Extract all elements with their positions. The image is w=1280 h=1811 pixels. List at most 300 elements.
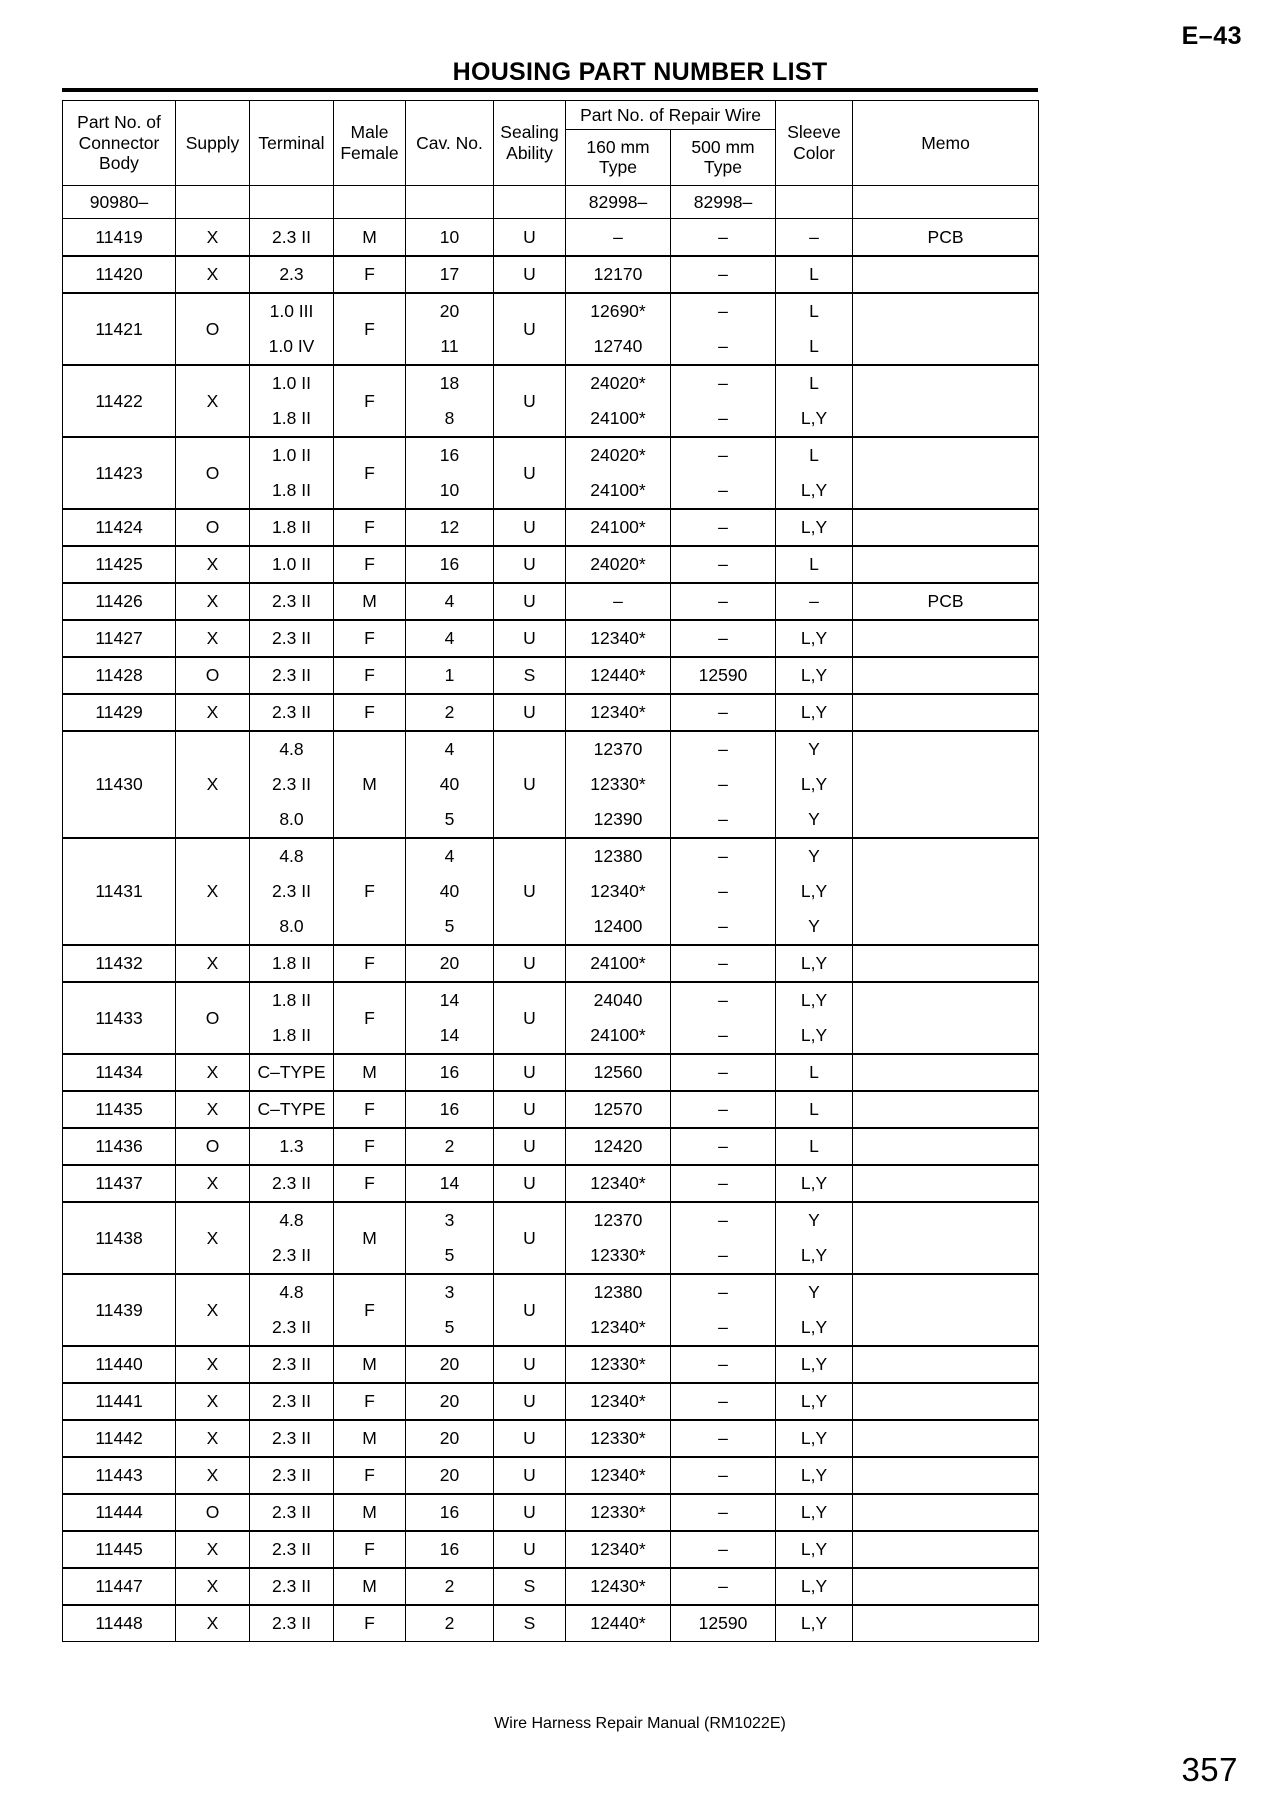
- cell-memo: [853, 620, 1039, 657]
- cell-sleeve-color: [776, 657, 853, 694]
- cell-male-female: F: [334, 1128, 406, 1165]
- cell-sealing-ability: U: [494, 982, 566, 1054]
- cell-memo: [853, 1420, 1039, 1457]
- cell-part-no: 11424: [63, 509, 176, 546]
- cell-repair-500-line: –: [718, 1502, 728, 1522]
- cell-sleeve-color-line: L,Y: [800, 702, 828, 722]
- cell-supply: X: [176, 731, 250, 838]
- cell-sealing-ability: U: [494, 1165, 566, 1202]
- cell-repair-500-line: –: [718, 1025, 728, 1045]
- cell-supply: O: [176, 982, 250, 1054]
- cell-repair-500-line: –: [718, 554, 728, 574]
- cell-sleeve-color-line: L: [809, 554, 819, 574]
- cell-repair-160: [566, 694, 671, 731]
- cell-repair-160-line: 12330*: [590, 1502, 646, 1522]
- col-female: Female: [340, 143, 399, 163]
- cell-cav-no: [406, 509, 494, 546]
- cell-repair-500-line: –: [718, 1136, 728, 1156]
- cell-part-no: 11447: [63, 1568, 176, 1605]
- col-160mm-type: [566, 129, 671, 185]
- cell-cav-no: [406, 1274, 494, 1346]
- table-row: [63, 1274, 1039, 1346]
- cell-supply: O: [176, 657, 250, 694]
- cell-sealing-ability: S: [494, 657, 566, 694]
- cell-repair-160-line: 12340*: [590, 1317, 646, 1337]
- cell-terminal-line: 2.3 II: [272, 1613, 311, 1633]
- cell-cav-no-line: 2: [444, 1576, 455, 1596]
- cell-sleeve-color-line: L,Y: [800, 628, 828, 648]
- cell-repair-500: [671, 546, 776, 583]
- cell-terminal-line: 1.0 II: [272, 373, 311, 393]
- cell-cav-no: [406, 1605, 494, 1642]
- cell-terminal: [250, 186, 334, 219]
- cell-repair-160: [566, 1202, 671, 1274]
- cell-sealing-ability: U: [494, 1202, 566, 1274]
- cell-repair-500-line: –: [718, 702, 728, 722]
- cell-sealing-ability: S: [494, 1605, 566, 1642]
- cell-repair-160-line: –: [613, 226, 623, 247]
- table-row: [63, 293, 1039, 365]
- cell-supply: X: [176, 1202, 250, 1274]
- cell-terminal-line: 4.8: [279, 739, 304, 759]
- cell-repair-160: [566, 256, 671, 293]
- cell-terminal-line: 1.8 II: [272, 480, 311, 500]
- cell-repair-500-line: –: [718, 373, 728, 393]
- cell-supply: X: [176, 546, 250, 583]
- col-part-line3: Body: [99, 153, 139, 174]
- table-row: [63, 509, 1039, 546]
- cell-repair-160-line: 12330*: [590, 1354, 646, 1374]
- cell-cav-no-line: 18: [439, 373, 460, 393]
- cell-cav-no: [406, 694, 494, 731]
- cell-terminal: [250, 620, 334, 657]
- cell-repair-160: [566, 1091, 671, 1128]
- cell-repair-500-line: –: [718, 591, 728, 611]
- cell-sleeve-color: [776, 1202, 853, 1274]
- col-sealing: Sealing: [500, 122, 559, 143]
- cell-terminal: [250, 219, 334, 257]
- page-number: 357: [1181, 1751, 1238, 1788]
- cell-repair-160-line: 12340*: [590, 628, 646, 648]
- cell-repair-500-line: –: [718, 1282, 728, 1302]
- cell-sleeve-color-line: L,Y: [800, 1354, 828, 1374]
- cell-sealing-ability: U: [494, 583, 566, 620]
- cell-cav-no: [406, 1128, 494, 1165]
- cell-repair-160: [566, 620, 671, 657]
- cell-repair-500-prefix: 82998–: [671, 186, 776, 219]
- cell-repair-160-line: 12380: [593, 846, 643, 866]
- cell-cav-no: [406, 1165, 494, 1202]
- cell-repair-160-line: 24100*: [590, 480, 646, 500]
- cell-cav-no: [406, 1420, 494, 1457]
- cell-cav-no-line: 2: [444, 702, 455, 722]
- cell-memo: [853, 186, 1039, 219]
- cell-repair-500-line: –: [718, 1210, 728, 1230]
- cell-terminal-line: 4.8: [279, 1210, 304, 1230]
- cell-repair-160-prefix: 82998–: [566, 186, 671, 219]
- cell-repair-160-line: 12340*: [590, 881, 646, 901]
- cell-repair-500: [671, 1346, 776, 1383]
- cell-repair-160: [566, 731, 671, 838]
- cell-terminal: [250, 365, 334, 437]
- cell-repair-160-line: 24020*: [590, 373, 646, 393]
- cell-sealing-ability: U: [494, 1128, 566, 1165]
- cell-cav-no-line: 16: [439, 1062, 460, 1082]
- cell-repair-160: [566, 982, 671, 1054]
- cell-cav-no-line: 10: [439, 226, 460, 247]
- cell-cav-no-line: 3: [444, 1210, 455, 1230]
- cell-sealing-ability: U: [494, 1091, 566, 1128]
- cell-repair-160: [566, 1494, 671, 1531]
- cell-male-female: F: [334, 982, 406, 1054]
- table-row: [63, 546, 1039, 583]
- cell-terminal-line: 2.3 II: [272, 1576, 311, 1596]
- col-part-line1: Part No. of: [77, 112, 161, 133]
- cell-male-female: F: [334, 1457, 406, 1494]
- cell-repair-500: [671, 1202, 776, 1274]
- cell-male-female: F: [334, 694, 406, 731]
- cell-repair-500-line: –: [718, 1245, 728, 1265]
- cell-memo: [853, 945, 1039, 982]
- cell-repair-160: [566, 1165, 671, 1202]
- cell-repair-500: [671, 437, 776, 509]
- cell-part-no: 11437: [63, 1165, 176, 1202]
- cell-male-female: F: [334, 509, 406, 546]
- cell-part-no: 11439: [63, 1274, 176, 1346]
- cell-repair-500: [671, 620, 776, 657]
- cell-part-no: 11431: [63, 838, 176, 945]
- cell-sleeve-color: [776, 186, 853, 219]
- cell-terminal-line: 2.3 II: [272, 591, 311, 611]
- cell-repair-160-line: 12330*: [590, 1245, 646, 1265]
- cell-cav-no-line: 20: [439, 953, 460, 973]
- cell-repair-500: [671, 1420, 776, 1457]
- cell-repair-160: [566, 1346, 671, 1383]
- cell-sleeve-color-line: L,Y: [800, 1025, 828, 1045]
- cell-cav-no-line: 4: [444, 846, 455, 866]
- cell-repair-500: [671, 1091, 776, 1128]
- cell-repair-160: [566, 657, 671, 694]
- cell-sealing-ability: U: [494, 546, 566, 583]
- cell-terminal-line: 2.3 II: [272, 665, 311, 685]
- cell-supply: X: [176, 1054, 250, 1091]
- cell-sleeve-color: [776, 1568, 853, 1605]
- cell-terminal-line: 2.3 II: [272, 1245, 311, 1265]
- cell-repair-500-line: –: [718, 1576, 728, 1596]
- cell-repair-160-line: 12440*: [590, 665, 646, 685]
- cell-cav-no: [406, 186, 494, 219]
- cell-terminal-line: 2.3 II: [272, 1391, 311, 1411]
- cell-part-no: 11422: [63, 365, 176, 437]
- col-sleeve: Sleeve: [787, 122, 841, 143]
- cell-repair-500: [671, 731, 776, 838]
- cell-cav-no-line: 40: [439, 881, 460, 901]
- cell-repair-160-line: 12390: [593, 809, 643, 829]
- cell-repair-160: [566, 838, 671, 945]
- cell-sleeve-color: [776, 546, 853, 583]
- cell-memo: [853, 838, 1039, 945]
- cell-part-no: 11430: [63, 731, 176, 838]
- cell-repair-160-line: 12560: [593, 1062, 643, 1082]
- cell-repair-500-line: –: [718, 336, 728, 356]
- cell-cav-no-line: 20: [439, 1465, 460, 1485]
- cell-terminal-line: 1.3: [279, 1136, 304, 1156]
- cell-part-no: 11436: [63, 1128, 176, 1165]
- cell-memo: [853, 1346, 1039, 1383]
- cell-sleeve-color: [776, 945, 853, 982]
- cell-repair-500-line: –: [718, 1317, 728, 1337]
- cell-terminal: [250, 1531, 334, 1568]
- table-row: [63, 1457, 1039, 1494]
- housing-part-number-table-wrap: [62, 100, 1038, 1642]
- cell-terminal: [250, 838, 334, 945]
- cell-cav-no-line: 4: [444, 628, 455, 648]
- cell-male-female: F: [334, 256, 406, 293]
- cell-supply: X: [176, 1568, 250, 1605]
- cell-repair-500: [671, 1054, 776, 1091]
- cell-part-no: 11425: [63, 546, 176, 583]
- cell-part-no: 11420: [63, 256, 176, 293]
- cell-cav-no-line: 4: [444, 591, 455, 611]
- cell-cav-no: [406, 1091, 494, 1128]
- cell-sleeve-color-line: L: [809, 301, 819, 321]
- cell-memo: [853, 1494, 1039, 1531]
- cell-terminal: [250, 546, 334, 583]
- cell-male-female: [334, 186, 406, 219]
- cell-terminal: [250, 256, 334, 293]
- table-row: [63, 838, 1039, 945]
- cell-terminal: [250, 1457, 334, 1494]
- cell-sleeve-color-line: L,Y: [800, 1539, 828, 1559]
- cell-male-female: F: [334, 945, 406, 982]
- col-ability: Ability: [506, 143, 553, 163]
- cell-repair-160-line: 12740: [593, 336, 643, 356]
- table-row: [63, 1568, 1039, 1605]
- cell-cav-no-line: 2: [444, 1136, 455, 1156]
- cell-sealing-ability: U: [494, 1420, 566, 1457]
- cell-repair-160-line: 12340*: [590, 1465, 646, 1485]
- cell-repair-160-line: 12340*: [590, 1173, 646, 1193]
- cell-sleeve-color: [776, 437, 853, 509]
- cell-sleeve-color-line: L: [809, 336, 819, 356]
- cell-cav-no-line: 2: [444, 1613, 455, 1633]
- cell-cav-no: [406, 293, 494, 365]
- cell-part-no: 11428: [63, 657, 176, 694]
- cell-male-female: M: [334, 1568, 406, 1605]
- cell-terminal-line: 4.8: [279, 846, 304, 866]
- table-row-prefix: [63, 186, 1039, 219]
- cell-sealing-ability: U: [494, 293, 566, 365]
- cell-male-female: F: [334, 1383, 406, 1420]
- cell-repair-500-line: 12590: [698, 665, 748, 685]
- col-color: Color: [793, 143, 835, 163]
- table-row: [63, 694, 1039, 731]
- cell-cav-no-line: 5: [444, 809, 455, 829]
- cell-repair-160-line: 12430*: [590, 1576, 646, 1596]
- table-row: [63, 731, 1039, 838]
- table-row: [63, 1531, 1039, 1568]
- cell-repair-500-line: –: [718, 1062, 728, 1082]
- cell-male-female: M: [334, 1494, 406, 1531]
- cell-repair-500: [671, 1457, 776, 1494]
- cell-sleeve-color: [776, 1165, 853, 1202]
- cell-cav-no: [406, 620, 494, 657]
- cell-sleeve-color: [776, 219, 853, 257]
- cell-part-no: 11421: [63, 293, 176, 365]
- table-row: [63, 583, 1039, 620]
- cell-repair-160: [566, 1383, 671, 1420]
- cell-part-no: 11444: [63, 1494, 176, 1531]
- cell-male-female: M: [334, 219, 406, 257]
- cell-terminal-line: 1.8 II: [272, 1025, 311, 1045]
- cell-sleeve-color-line: L,Y: [800, 990, 828, 1010]
- cell-repair-500-line: –: [718, 1099, 728, 1119]
- cell-sleeve-color: [776, 694, 853, 731]
- cell-sleeve-color: [776, 982, 853, 1054]
- cell-terminal: [250, 1568, 334, 1605]
- cell-sleeve-color-line: L: [809, 1062, 819, 1082]
- cell-repair-500-line: –: [718, 846, 728, 866]
- cell-repair-160-line: 12330*: [590, 774, 646, 794]
- cell-male-female: M: [334, 1420, 406, 1457]
- col-terminal: Terminal: [250, 101, 334, 186]
- table-row: [63, 1165, 1039, 1202]
- cell-terminal-line: 8.0: [279, 809, 304, 829]
- cell-cav-no-line: 4: [444, 739, 455, 759]
- cell-memo: [853, 437, 1039, 509]
- cell-terminal-line: 2.3 II: [272, 702, 311, 722]
- cell-sealing-ability: U: [494, 945, 566, 982]
- cell-male-female: F: [334, 546, 406, 583]
- cell-repair-500: [671, 1274, 776, 1346]
- cell-sleeve-color-line: L: [809, 264, 819, 284]
- cell-repair-160-line: 24100*: [590, 408, 646, 428]
- cell-sealing-ability: U: [494, 838, 566, 945]
- col-500mm-type-label: Type: [704, 157, 742, 178]
- cell-repair-500: [671, 982, 776, 1054]
- table-body: [63, 186, 1039, 1642]
- cell-part-prefix: 90980–: [63, 186, 176, 219]
- cell-sleeve-color-line: L,Y: [800, 881, 828, 901]
- cell-repair-500: [671, 365, 776, 437]
- cell-repair-500: [671, 219, 776, 257]
- cell-repair-160-line: 24040: [593, 990, 643, 1010]
- col-500mm-type: [671, 129, 776, 185]
- cell-supply: X: [176, 583, 250, 620]
- table-row: [63, 1091, 1039, 1128]
- cell-cav-no: [406, 365, 494, 437]
- cell-sleeve-color: [776, 1457, 853, 1494]
- cell-part-no: 11432: [63, 945, 176, 982]
- cell-supply: [176, 186, 250, 219]
- col-supply: Supply: [176, 101, 250, 186]
- cell-repair-160: [566, 1274, 671, 1346]
- cell-male-female: F: [334, 1091, 406, 1128]
- cell-sleeve-color: [776, 620, 853, 657]
- cell-sleeve-color: [776, 1494, 853, 1531]
- cell-supply: X: [176, 1383, 250, 1420]
- cell-cav-no-line: 17: [439, 264, 460, 284]
- cell-part-no: 11442: [63, 1420, 176, 1457]
- cell-repair-500-line: –: [718, 953, 728, 973]
- header-row-1: [63, 101, 1039, 130]
- cell-terminal-line: 1.8 II: [272, 408, 311, 428]
- cell-sleeve-color-line: L,Y: [800, 1317, 828, 1337]
- table-row: [63, 1128, 1039, 1165]
- cell-sleeve-color: [776, 256, 853, 293]
- cell-sealing-ability: U: [494, 256, 566, 293]
- cell-sleeve-color-line: L,Y: [800, 1613, 828, 1633]
- cell-cav-no: [406, 256, 494, 293]
- cell-repair-500-line: –: [718, 809, 728, 829]
- cell-repair-160: [566, 1457, 671, 1494]
- cell-terminal-line: 2.3 II: [272, 1354, 311, 1374]
- cell-sealing-ability: U: [494, 1274, 566, 1346]
- cell-supply: X: [176, 1605, 250, 1642]
- cell-repair-160-line: 12570: [593, 1099, 643, 1119]
- cell-repair-160-line: 24020*: [590, 445, 646, 465]
- cell-male-female: M: [334, 583, 406, 620]
- cell-male-female: M: [334, 1346, 406, 1383]
- cell-supply: X: [176, 1165, 250, 1202]
- cell-repair-500: [671, 1531, 776, 1568]
- cell-terminal: [250, 1274, 334, 1346]
- col-cav-no: Cav. No.: [406, 101, 494, 186]
- cell-sealing-ability: U: [494, 620, 566, 657]
- cell-repair-160-line: 24020*: [590, 554, 646, 574]
- cell-repair-500: [671, 256, 776, 293]
- cell-male-female: M: [334, 1054, 406, 1091]
- cell-terminal: [250, 1383, 334, 1420]
- cell-repair-500: [671, 657, 776, 694]
- cell-cav-no-line: 12: [439, 517, 460, 537]
- cell-cav-no: [406, 1457, 494, 1494]
- cell-repair-160-line: 12340*: [590, 702, 646, 722]
- cell-male-female: F: [334, 437, 406, 509]
- cell-repair-160: [566, 437, 671, 509]
- cell-sleeve-color-line: –: [809, 226, 819, 247]
- cell-memo: [853, 1383, 1039, 1420]
- cell-sleeve-color: [776, 1128, 853, 1165]
- cell-repair-160: [566, 1531, 671, 1568]
- cell-terminal: [250, 1202, 334, 1274]
- cell-cav-no: [406, 1531, 494, 1568]
- cell-memo: PCB: [853, 219, 1039, 257]
- cell-sleeve-color: [776, 365, 853, 437]
- cell-sleeve-color-line: L,Y: [800, 480, 828, 500]
- cell-sleeve-color-line: L,Y: [800, 1502, 828, 1522]
- cell-supply: X: [176, 365, 250, 437]
- cell-terminal-line: 1.0 II: [272, 554, 311, 574]
- col-part-line2: Connector: [78, 132, 160, 153]
- cell-terminal-line: 2.3 II: [272, 1173, 311, 1193]
- cell-repair-500: [671, 583, 776, 620]
- section-code: E–43: [1181, 22, 1242, 50]
- cell-sleeve-color: [776, 1054, 853, 1091]
- table-header: [63, 101, 1039, 186]
- cell-sealing-ability: U: [494, 509, 566, 546]
- col-500mm: 500 mm: [691, 136, 755, 157]
- cell-cav-no: [406, 1346, 494, 1383]
- cell-cav-no: [406, 437, 494, 509]
- cell-repair-160-line: 24100*: [590, 517, 646, 537]
- cell-cav-no-line: 16: [439, 1502, 460, 1522]
- cell-sleeve-color-line: L,Y: [800, 1576, 828, 1596]
- cell-repair-160: [566, 1054, 671, 1091]
- cell-terminal: [250, 982, 334, 1054]
- cell-sleeve-color-line: Y: [808, 1210, 820, 1230]
- cell-repair-500-line: –: [718, 881, 728, 901]
